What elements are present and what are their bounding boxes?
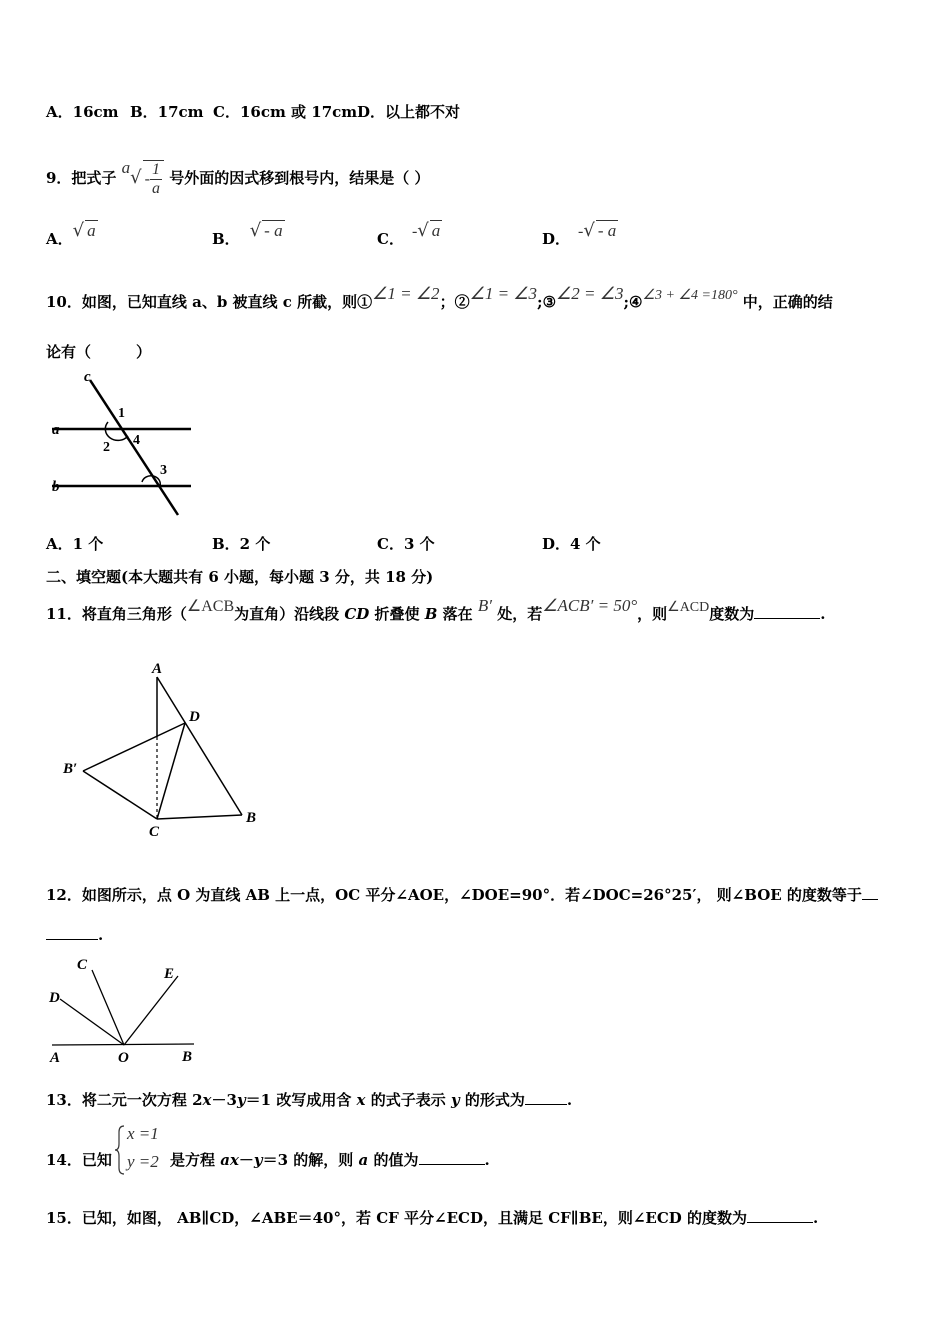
q13-y: y [236,1091,246,1109]
q13-t2: －3 [211,1091,237,1109]
q12-answer-blank-2 [46,925,98,940]
seg-CD [157,723,185,819]
q9-number: 9．把式子 [46,169,117,187]
q9-c-neg: - [411,223,418,240]
q11-t2: 为直角）沿线段 [234,605,345,623]
q9-d-neg: - [578,223,584,240]
q9-d-expr: - a [597,221,617,240]
q11-t4: 落在 [437,605,473,623]
q9-c-expr: a [431,221,441,240]
q12-stem-line2 [46,925,103,945]
q13-x: x [202,1091,212,1109]
q12-figure [46,950,206,1070]
q11-stem [46,596,826,626]
q11-t5: 处，若 [497,605,543,623]
q9-b-expr: - a [264,221,283,240]
q13-x2: x [356,1091,366,1109]
q8-option-d: D．以上都不对 [357,103,461,121]
q9-d-radical: √ [583,220,595,241]
q14-t4: ＝3 的解，则 [262,1151,359,1169]
label-3: 3 [160,463,167,478]
q13-stem [46,1090,572,1110]
q15-stem [46,1208,818,1228]
q10-expr4: ∠3 + ∠4 =180° [642,288,738,303]
q9-radicand [143,160,164,198]
label-O: O [118,1050,129,1066]
q10-text1: 10．如图，已知直线 a、b 被直线 c 所截，则① [46,293,373,311]
label-c: c [84,370,91,385]
q10-sep4: 中，正确的结 [742,293,833,311]
q9-option-a [46,220,98,249]
label-b: b [52,479,60,495]
q10-expr2: ∠1 = ∠3 [469,284,538,303]
q13-t3: ＝1 改写成用含 [245,1091,357,1109]
q9-fraction [150,161,162,198]
q9-c-radical: √ [417,220,429,241]
label-A: A [152,661,163,677]
label-E: E [164,966,175,982]
q15-t1: 15．已知，如图， AB∥CD，∠ABE＝40°，若 CF 平分∠ECD，且满足 CF∥BE，则∠ECD 的度数为 [46,1209,748,1227]
q9-a-expr: a [87,221,96,240]
q14-eq1: x =1 [127,1124,159,1143]
q13-t4: 的式子表示 [365,1091,451,1109]
label-D: D [189,709,200,725]
q9-option-d [542,220,618,250]
q14-stem [46,1150,112,1170]
q10-expr3: ∠2 = ∠3 [556,284,624,303]
seg-AB [157,677,242,815]
q9-frac-num: 1 [151,161,160,178]
label-4: 4 [133,433,140,448]
q8-option-c: C．16cm 或 17cm [213,103,358,121]
q13-t5: 的形式为 [459,1091,525,1109]
q9-option-b [212,220,285,249]
q12-end: . [98,926,104,944]
q11-e4: ∠ACD [667,600,710,615]
q11-t6: ，则 [637,605,668,623]
q10-stem-line1 [46,284,833,314]
q8-option-a: A．16cm [46,103,119,121]
q11-answer-blank [754,604,820,619]
q14-answer-blank [419,1150,485,1165]
q12-stem [46,885,878,905]
label-D: D [49,990,60,1006]
q9-d-label: D． [542,230,571,248]
q9-rest: 号外面的因式移到根号内，结果是（ ） [169,169,430,187]
q9-a-label: A． [46,230,73,248]
label-A: A [50,1050,61,1066]
q10-stem-line2: 论有（ ） [46,343,152,361]
q11-e3: ∠ACB′ = 50° [542,596,638,615]
q9-stem [46,160,429,198]
q13-t1: 13．将二元一次方程 2 [46,1091,203,1109]
q11-t3: 折叠使 [369,605,425,623]
q9-option-c [377,220,442,250]
q10-option-b: B．2 个 [212,535,271,553]
q10-option-c: C．3 个 [377,535,435,553]
q14-end: . [484,1151,490,1169]
q9-b-radical: √ [249,220,262,241]
q9-coef: a [121,158,131,177]
label-B: B [182,1049,193,1065]
q9-minus: - [144,170,150,188]
label-B: B [246,810,257,826]
q13-y2: y [450,1091,460,1109]
q11-end: . [820,605,826,623]
q14-y: y [253,1151,263,1169]
q14-brace [114,1124,126,1176]
q9-a-radical: √ [72,220,85,241]
q14-a: a [358,1151,369,1169]
label-a: a [52,422,60,438]
seg-Bp-D [83,723,185,771]
q14-t2: 是方程 [170,1151,221,1169]
q11-cd: CD [344,605,370,623]
q13-end: . [566,1091,573,1109]
q14-stem-rest [170,1150,490,1170]
q10-option-a: A．1 个 [46,535,104,553]
q12-t1: 12．如图所示，点 O 为直线 AB 上一点，OC 平分∠AOE，∠DOE=90°．若∠DOC=26°25′， 则∠BOE 的度数等于 [46,886,862,904]
q8-option-b: B．17cm [130,103,204,121]
q14-eq2: y =2 [127,1152,159,1171]
q14-t1: 14．已知 [46,1151,112,1169]
q10-expr1: ∠1 = ∠2 [372,284,440,303]
q10-option-d: D．4 个 [542,535,601,553]
q11-e2: B′ [477,596,493,615]
label-C: C [77,957,88,973]
q10-sep2: ;③ [537,293,557,311]
label-2: 2 [103,440,110,455]
seg-Bp-C [83,771,157,819]
label-Bprime: B′ [63,761,78,777]
q13-answer-blank [525,1090,567,1105]
q10-sep1: ；② [439,293,470,311]
q10-figure [46,370,196,520]
q9-radical: √ [130,167,142,188]
ray-OE [124,976,178,1045]
seg-CB [157,815,242,819]
q11-e1: ∠ACB [186,598,235,615]
q14-t3: － [238,1151,254,1169]
q11-b: B [424,605,438,623]
q11-t7: 度数为 [709,605,755,623]
q14-ax: ax [220,1151,239,1169]
q11-t1: 11．将直角三角形（ [46,605,187,623]
label-1: 1 [118,406,125,421]
q12-answer-blank-1 [862,885,878,900]
q15-end: . [813,1209,819,1227]
q9-b-label: B． [212,230,240,248]
q10-sep3: ;④ [623,293,643,311]
q14-t5: 的值为 [368,1151,419,1169]
q15-answer-blank [747,1208,813,1223]
q11-figure [60,655,270,845]
q9-c-label: C． [377,230,404,248]
label-C: C [149,824,160,840]
section2-heading: 二、填空题(本大题共有 6 小题，每小题 3 分，共 18 分) [46,568,434,586]
q9-frac-den: a [151,180,160,197]
